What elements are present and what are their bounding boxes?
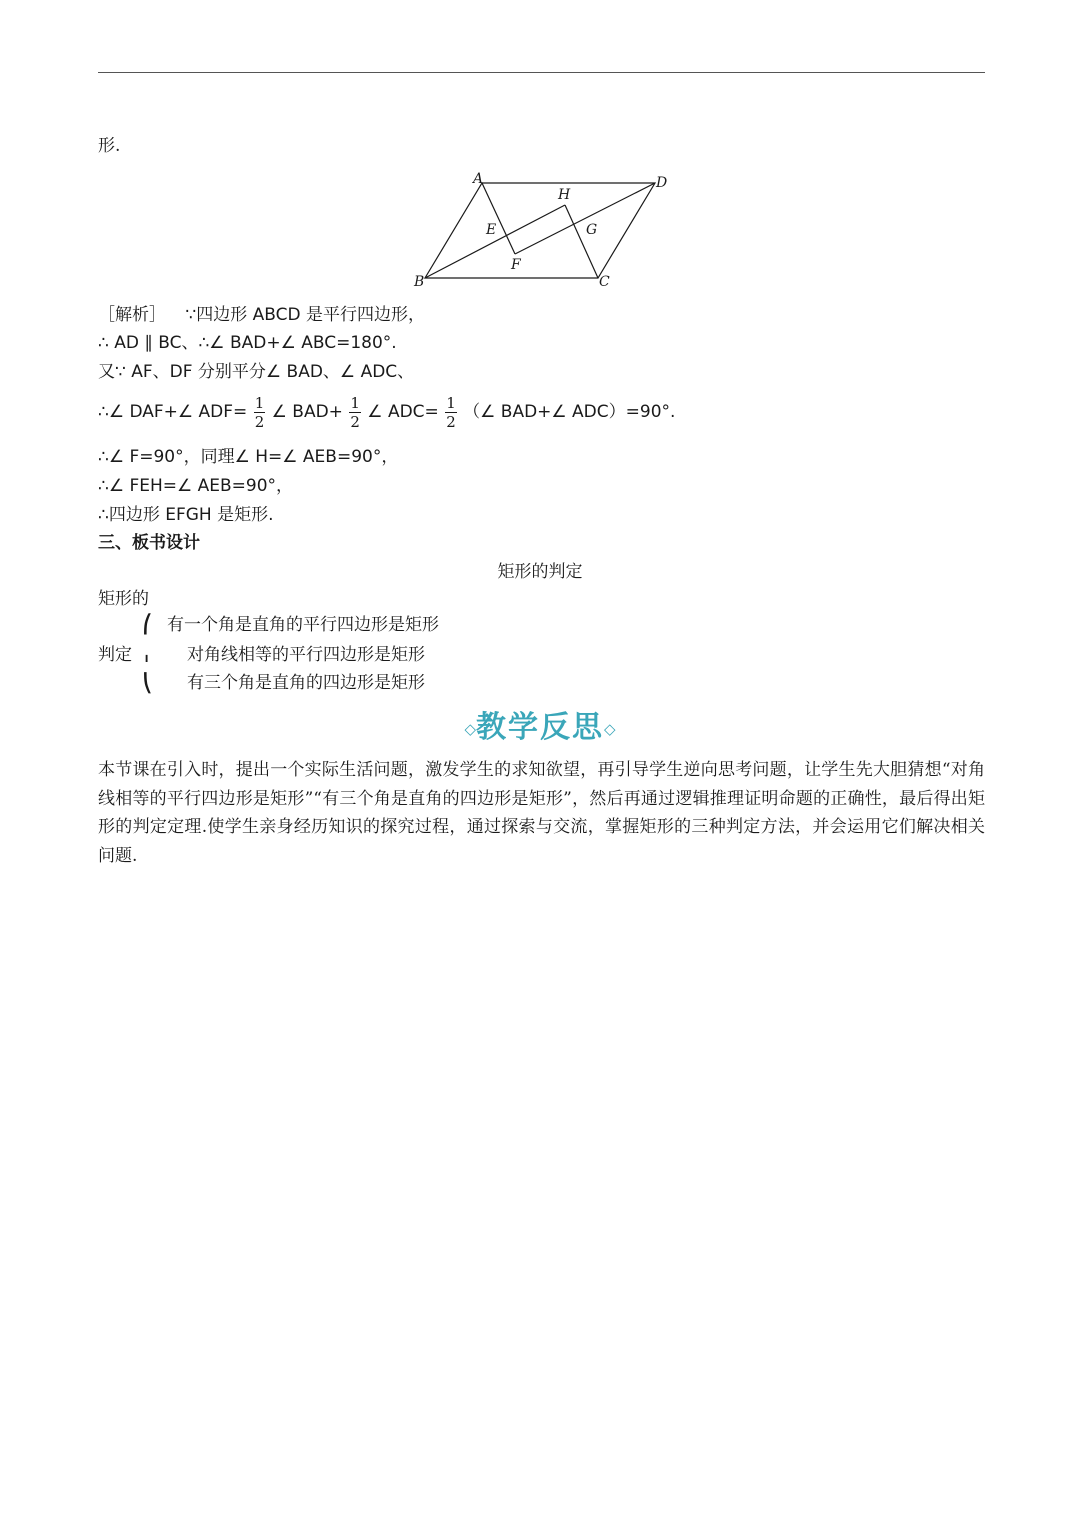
fraction-denominator: 2 xyxy=(446,412,456,431)
line4-part-c: ∠ ADC= xyxy=(367,402,439,422)
solution-line-7: ∴四边形 EFGH 是矩形. xyxy=(98,505,274,525)
parallelogram-abcd xyxy=(425,183,655,278)
continued-text: 形. xyxy=(98,136,121,156)
header-rule xyxy=(98,72,985,73)
board-left-label-1: 矩形的 xyxy=(98,589,149,609)
solution-line-1 xyxy=(98,303,425,327)
solution-line-4 xyxy=(98,392,675,432)
diamond-left-icon: ◇ xyxy=(464,720,476,738)
board-item-3: 有三个角是直角的四边形是矩形 xyxy=(187,673,425,693)
line4-part-d: （∠ BAD+∠ ADC）=90°. xyxy=(463,402,676,422)
fraction-half-2 xyxy=(349,394,361,431)
fraction-numerator: 1 xyxy=(254,393,265,412)
board-title: 矩形的判定 xyxy=(497,562,583,582)
board-item-1: 有一个角是直角的平行四边形是矩形 xyxy=(167,615,439,635)
fraction-numerator: 1 xyxy=(350,393,360,412)
label-a: A xyxy=(473,171,484,187)
brace-middle: ╻ xyxy=(143,648,151,662)
fraction-half-1 xyxy=(254,394,266,431)
section-heading: 三、板书设计 xyxy=(98,533,200,553)
label-d: D xyxy=(656,175,668,191)
board-item-2: 对角线相等的平行四边形是矩形 xyxy=(187,645,425,665)
parallelogram-figure xyxy=(405,168,685,293)
fraction-denominator: 2 xyxy=(350,412,360,431)
brace-top: ⎛ xyxy=(143,614,152,635)
solution-line-3: 又∵ AF、DF 分别平分∠ BAD、∠ ADC、 xyxy=(98,362,415,382)
reflection-title xyxy=(0,706,1080,751)
brace-bottom: ⎝ xyxy=(143,673,152,694)
label-g: G xyxy=(586,222,598,238)
solution-line-2: ∴ AD ∥ BC、∴∠ BAD+∠ ABC=180°. xyxy=(98,333,397,353)
reflection-paragraph: 本节课在引入时，提出一个实际生活问题，激发学生的求知欲望，再引导学生逆向思考问题，让学生先大胆猜想“对角线相等的平行四边形是矩形”“有三个角是直角的四边形是矩形”，然后再通过逻辑推理证明命题的正确性，最后得出矩形的判定定理.使学生亲身经历知识的探究过程，通过探索与交流，掌握矩形的三种判定方法，并会运用它们解决相关问题. xyxy=(98,760,985,866)
diamond-right-icon: ◇ xyxy=(604,720,616,738)
solution-line-1-text: ∵四边形 ABCD 是平行四边形， xyxy=(185,305,425,325)
label-c: C xyxy=(599,274,610,290)
segment-hc xyxy=(565,205,598,278)
label-h: H xyxy=(558,187,571,203)
fraction-half-3 xyxy=(445,394,457,431)
label-f: F xyxy=(511,257,521,273)
segment-af xyxy=(482,183,515,254)
fraction-denominator: 2 xyxy=(254,412,265,431)
fraction-numerator: 1 xyxy=(446,393,456,412)
label-e: E xyxy=(486,222,497,238)
label-b: B xyxy=(414,274,425,290)
line4-part-a: ∴∠ DAF+∠ ADF= xyxy=(98,402,248,422)
solution-line-5: ∴∠ F=90°，同理∠ H=∠ AEB=90°， xyxy=(98,447,399,467)
board-left-label-2: 判定 xyxy=(98,645,132,665)
line4-part-b: ∠ BAD+ xyxy=(271,402,343,422)
solution-tag: ［解析］ xyxy=(98,305,166,325)
solution-line-6: ∴∠ FEH=∠ AEB=90°， xyxy=(98,476,294,496)
reflection-title-text: 教学反思 xyxy=(476,710,604,745)
segment-bh xyxy=(425,205,565,278)
